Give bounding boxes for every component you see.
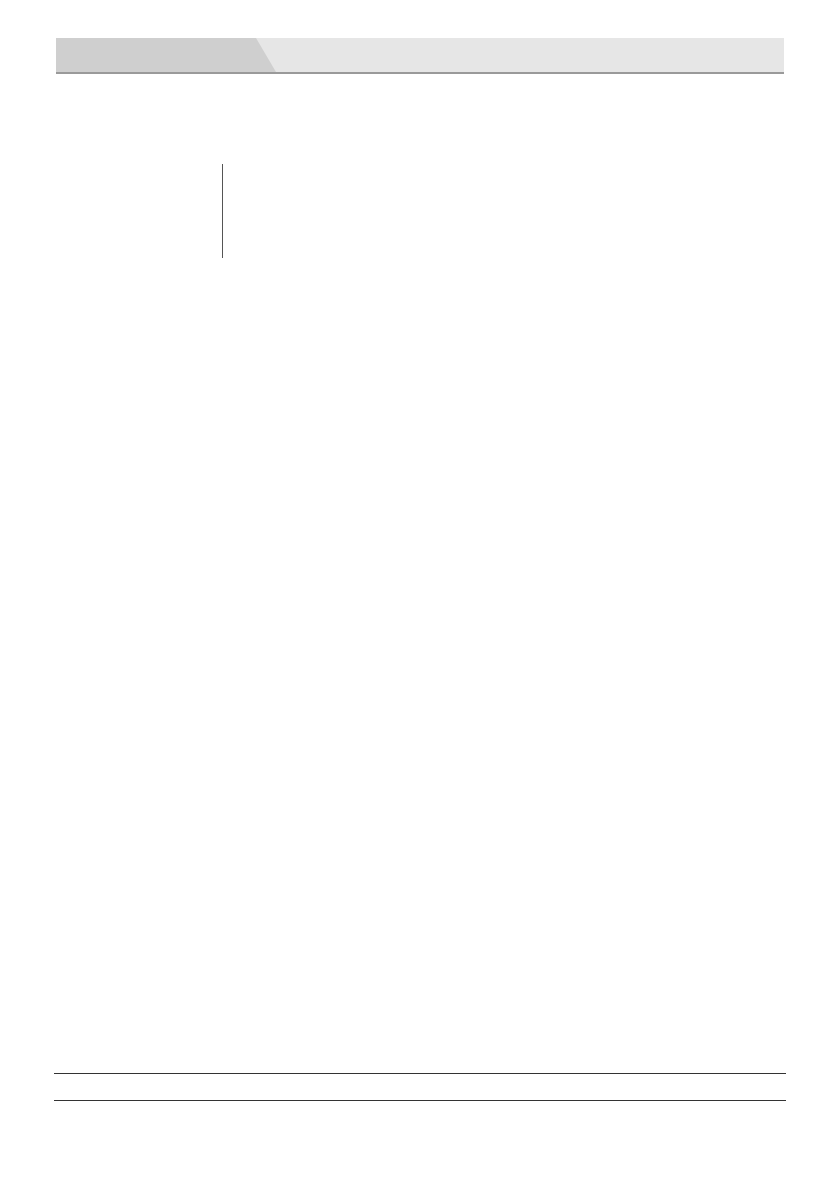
page-header (56, 38, 784, 74)
section-tab (56, 38, 276, 72)
header-rule (56, 72, 784, 74)
order-row-anthem (56, 164, 786, 214)
order-row-sermon (56, 214, 786, 258)
order-of-worship (56, 164, 786, 258)
footer-rule (54, 1073, 786, 1074)
anthem-value (222, 164, 235, 214)
sermon-value (222, 214, 235, 258)
footer-rule-2 (54, 1100, 786, 1101)
